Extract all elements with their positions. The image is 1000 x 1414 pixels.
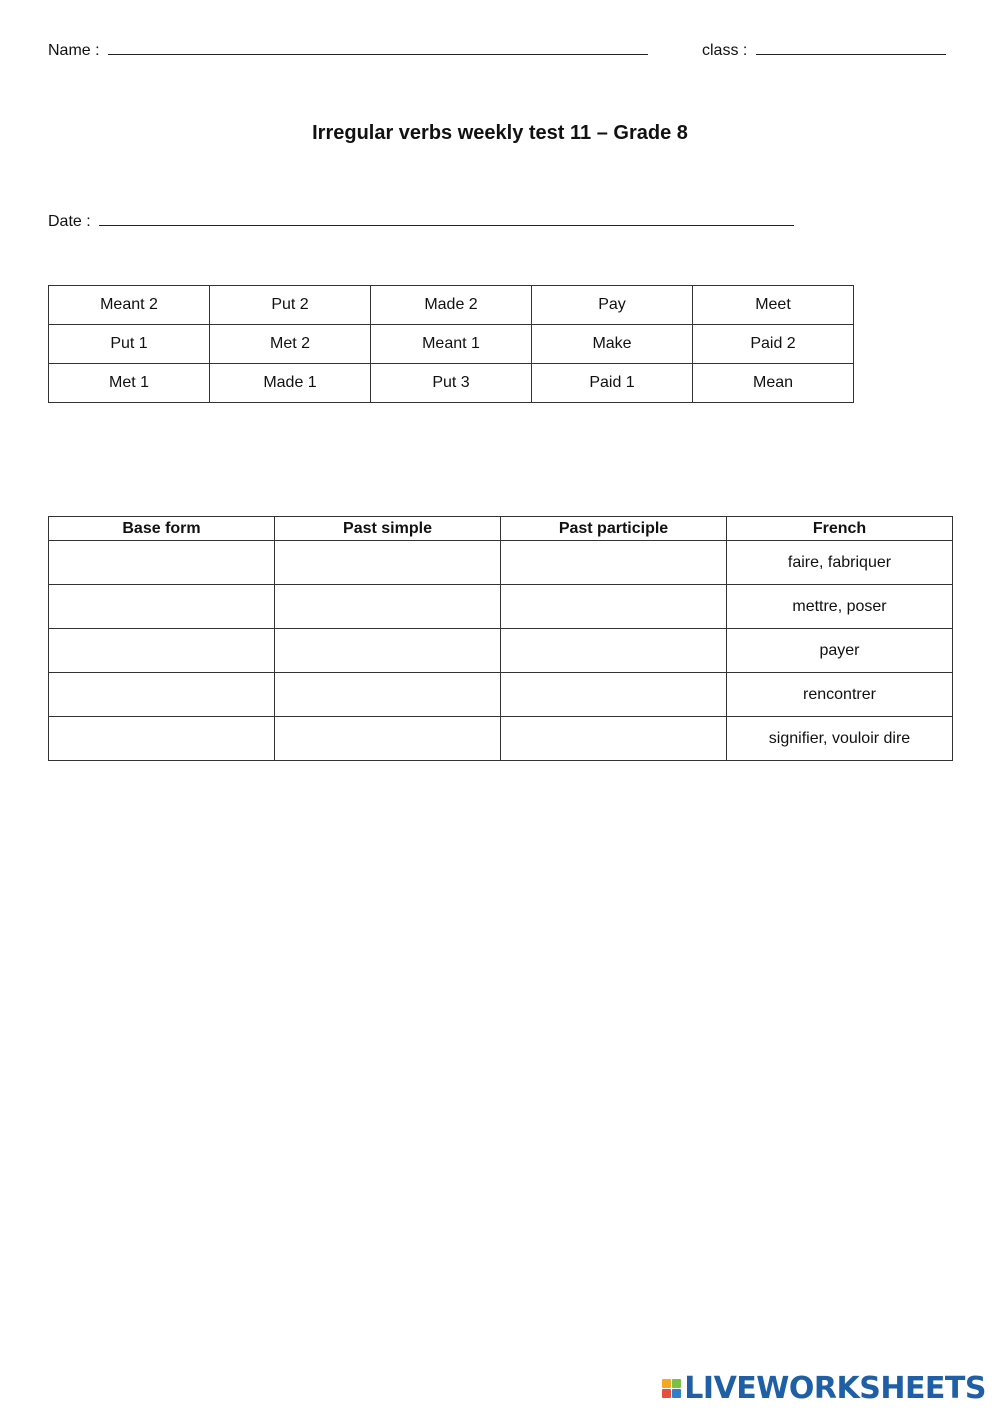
base-form-drop-cell[interactable] (49, 585, 275, 629)
table-row (49, 541, 953, 585)
class-label: class : (702, 42, 748, 59)
french-cell: signifier, vouloir dire (727, 717, 953, 761)
logo-text: LIVEWORKSHEETS (684, 1371, 986, 1406)
logo-square-icon (672, 1379, 681, 1388)
name-field-row (48, 40, 648, 60)
word-bank-cell[interactable]: Met 1 (49, 364, 210, 403)
base-form-drop-cell[interactable] (49, 629, 275, 673)
name-input-line[interactable] (108, 40, 648, 55)
header-past-participle: Past participle (501, 517, 727, 541)
verb-table-header-row (49, 517, 953, 541)
liveworksheets-logo[interactable] (662, 1371, 986, 1406)
french-cell: mettre, poser (727, 585, 953, 629)
name-label: Name : (48, 42, 100, 59)
word-bank-cell[interactable]: Made 1 (210, 364, 371, 403)
word-bank-row (49, 325, 854, 364)
base-form-drop-cell[interactable] (49, 673, 275, 717)
word-bank-cell[interactable]: Made 2 (371, 286, 532, 325)
word-bank-cell[interactable]: Put 2 (210, 286, 371, 325)
header-past-simple: Past simple (275, 517, 501, 541)
word-bank-table (48, 285, 854, 403)
past-simple-drop-cell[interactable] (275, 717, 501, 761)
past-participle-drop-cell[interactable] (501, 673, 727, 717)
past-simple-drop-cell[interactable] (275, 629, 501, 673)
page-title: Irregular verbs weekly test 11 – Grade 8 (312, 122, 688, 144)
french-cell: rencontrer (727, 673, 953, 717)
word-bank-cell[interactable]: Met 2 (210, 325, 371, 364)
past-simple-drop-cell[interactable] (275, 673, 501, 717)
logo-square-icon (662, 1389, 671, 1398)
header-french: French (727, 517, 953, 541)
word-bank-cell[interactable]: Make (532, 325, 693, 364)
past-participle-drop-cell[interactable] (501, 717, 727, 761)
word-bank-cell[interactable]: Paid 1 (532, 364, 693, 403)
base-form-drop-cell[interactable] (49, 541, 275, 585)
past-participle-drop-cell[interactable] (501, 585, 727, 629)
class-input-line[interactable] (756, 40, 946, 55)
word-bank-row (49, 364, 854, 403)
past-participle-drop-cell[interactable] (501, 541, 727, 585)
word-bank-cell[interactable]: Put 3 (371, 364, 532, 403)
date-label: Date : (48, 213, 91, 230)
french-cell: faire, fabriquer (727, 541, 953, 585)
date-input-line[interactable] (99, 211, 794, 226)
table-row (49, 629, 953, 673)
table-row (49, 673, 953, 717)
date-field-row (48, 211, 794, 231)
word-bank-cell[interactable]: Meant 2 (49, 286, 210, 325)
verb-forms-table (48, 516, 953, 761)
liveworksheets-logo-icon (662, 1379, 681, 1398)
base-form-drop-cell[interactable] (49, 717, 275, 761)
header-base-form: Base form (49, 517, 275, 541)
table-row (49, 717, 953, 761)
past-simple-drop-cell[interactable] (275, 541, 501, 585)
word-bank-cell[interactable]: Pay (532, 286, 693, 325)
past-participle-drop-cell[interactable] (501, 629, 727, 673)
word-bank-cell[interactable]: Meant 1 (371, 325, 532, 364)
word-bank-cell[interactable]: Mean (693, 364, 854, 403)
past-simple-drop-cell[interactable] (275, 585, 501, 629)
word-bank-cell[interactable]: Paid 2 (693, 325, 854, 364)
word-bank-cell[interactable]: Put 1 (49, 325, 210, 364)
logo-square-icon (662, 1379, 671, 1388)
word-bank-row (49, 286, 854, 325)
logo-square-icon (672, 1389, 681, 1398)
class-field-row (702, 40, 946, 60)
table-row (49, 585, 953, 629)
french-cell: payer (727, 629, 953, 673)
word-bank-cell[interactable]: Meet (693, 286, 854, 325)
